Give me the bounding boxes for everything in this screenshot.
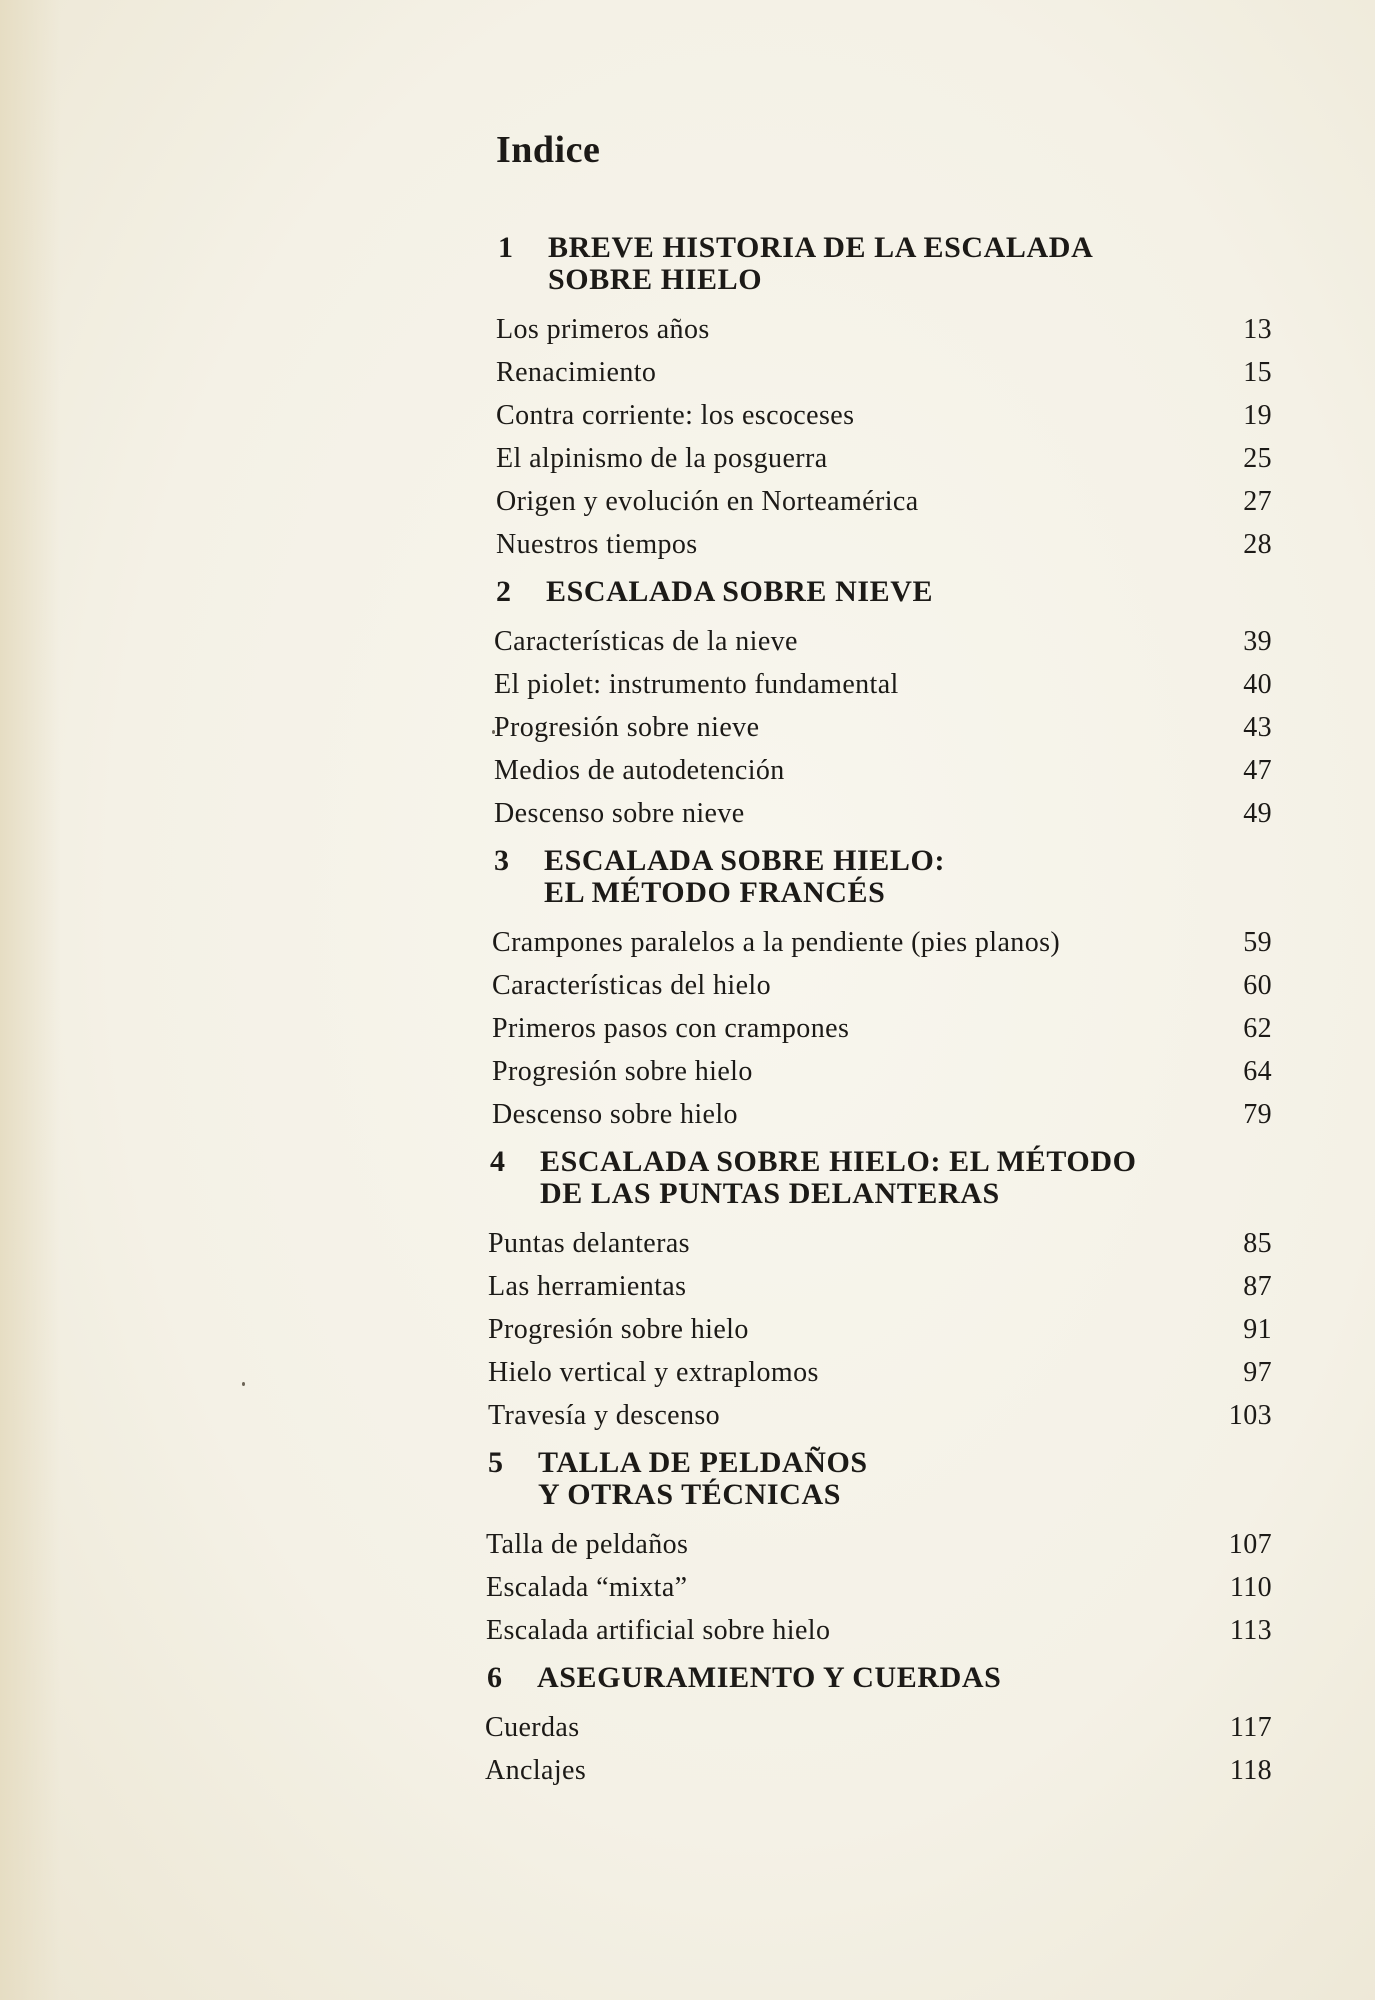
toc-entry <box>492 921 1272 964</box>
entry-page: 117 <box>1229 1712 1272 1743</box>
entry-page: 110 <box>1229 1572 1272 1603</box>
toc-entry <box>486 1523 1272 1566</box>
toc-entry <box>485 1706 1272 1749</box>
entry-label: Talla de peldaños <box>486 1529 689 1560</box>
entry-page: 107 <box>1228 1529 1272 1560</box>
chapter-heading <box>492 845 1272 909</box>
entry-label: Nuestros tiempos <box>496 529 698 560</box>
toc-entry <box>494 663 1272 706</box>
entry-page: 79 <box>1243 1099 1272 1130</box>
toc-entry <box>494 620 1272 663</box>
entry-page: 19 <box>1243 400 1272 431</box>
toc-entry <box>496 394 1272 437</box>
entry-page: 87 <box>1243 1271 1272 1302</box>
chapter-title: ESCALADA SOBRE HIELO: EL MÉTODO DE LAS PUNTAS DELANTERAS <box>540 1145 1137 1210</box>
entry-page: 103 <box>1228 1400 1272 1431</box>
chapter-number: 3 <box>494 844 510 877</box>
toc-entry <box>496 308 1272 351</box>
chapter-4 <box>488 1146 1272 1437</box>
entry-label: Travesía y descenso <box>488 1400 721 1431</box>
entry-label: Cuerdas <box>485 1712 580 1743</box>
chapter-heading <box>485 1662 1272 1694</box>
page-title: Indice <box>496 129 601 171</box>
entry-page: 118 <box>1229 1755 1272 1786</box>
entry-label: Características de la nieve <box>494 626 798 657</box>
entry-label: Los primeros años <box>496 314 710 345</box>
entry-page: 85 <box>1243 1228 1272 1259</box>
toc-entry <box>496 523 1272 566</box>
chapter-heading <box>488 1146 1272 1210</box>
toc-entry <box>488 1351 1272 1394</box>
entry-label: Puntas delanteras <box>488 1228 690 1259</box>
chapter-number: 6 <box>487 1661 503 1694</box>
chapter-title: BREVE HISTORIA DE LA ESCALADA SOBRE HIELO <box>548 231 1094 296</box>
toc-entry <box>494 792 1272 835</box>
toc-entry <box>494 706 1272 749</box>
entry-page: 13 <box>1243 314 1272 345</box>
toc-entry <box>494 749 1272 792</box>
toc-entry <box>492 964 1272 1007</box>
entry-page: 25 <box>1243 443 1272 474</box>
entry-page: 28 <box>1243 529 1272 560</box>
toc-entry <box>492 1007 1272 1050</box>
entry-page: 59 <box>1243 927 1272 958</box>
chapter-number: 4 <box>490 1145 506 1178</box>
chapter-3 <box>492 845 1272 1136</box>
entry-page: 40 <box>1243 669 1272 700</box>
entry-page: 64 <box>1243 1056 1272 1087</box>
toc-entry <box>486 1566 1272 1609</box>
toc-entry <box>488 1394 1272 1437</box>
entry-label: Descenso sobre hielo <box>492 1099 738 1130</box>
chapter-title: ASEGURAMIENTO Y CUERDAS <box>537 1661 1002 1694</box>
entry-label: Progresión sobre nieve <box>494 712 760 743</box>
chapter-1 <box>496 232 1272 566</box>
entry-page: 91 <box>1243 1314 1272 1345</box>
entry-label: Origen y evolución en Norteamérica <box>496 486 919 517</box>
chapter-heading <box>494 576 1272 608</box>
entry-label: El piolet: instrumento fundamental <box>494 669 899 700</box>
entry-label: Escalada artificial sobre hielo <box>486 1615 831 1646</box>
entry-label: Crampones paralelos a la pendiente (pies planos) <box>492 927 1061 958</box>
chapter-2 <box>494 576 1272 835</box>
toc-entry <box>488 1308 1272 1351</box>
entry-label: Características del hielo <box>492 970 771 1001</box>
chapter-title: TALLA DE PELDAÑOS Y OTRAS TÉCNICAS <box>538 1446 868 1511</box>
entry-label: Hielo vertical y extraplomos <box>488 1357 819 1388</box>
chapter-number: 5 <box>488 1446 504 1479</box>
entry-page: 43 <box>1243 712 1272 743</box>
paper-speck <box>242 1382 245 1386</box>
entry-label: Las herramientas <box>488 1271 687 1302</box>
chapter-6 <box>485 1662 1272 1792</box>
entry-label: El alpinismo de la posguerra <box>496 443 828 474</box>
entry-page: 62 <box>1243 1013 1272 1044</box>
toc-entry <box>492 1093 1272 1136</box>
chapter-number: 2 <box>496 575 512 608</box>
entry-page: 15 <box>1243 357 1272 388</box>
toc-entry <box>486 1609 1272 1652</box>
entry-page: 113 <box>1229 1615 1272 1646</box>
entry-page: 47 <box>1243 755 1272 786</box>
table-of-contents <box>485 128 1272 1802</box>
entry-page: 27 <box>1243 486 1272 517</box>
entry-label: Renacimiento <box>496 357 657 388</box>
toc-entry <box>496 480 1272 523</box>
entry-page: 60 <box>1243 970 1272 1001</box>
toc-entry <box>492 1050 1272 1093</box>
chapter-title: ESCALADA SOBRE NIEVE <box>546 575 934 608</box>
toc-entry <box>496 351 1272 394</box>
chapter-heading <box>496 232 1272 296</box>
toc-entry <box>488 1265 1272 1308</box>
toc-entry <box>485 1749 1272 1792</box>
entry-label: Escalada “mixta” <box>486 1572 688 1603</box>
chapter-number: 1 <box>498 231 514 264</box>
entry-label: Descenso sobre nieve <box>494 798 745 829</box>
toc-entry <box>488 1222 1272 1265</box>
entry-label: Medios de autodetención <box>494 755 785 786</box>
entry-label: Anclajes <box>485 1755 587 1786</box>
entry-page: 49 <box>1243 798 1272 829</box>
page-edge-shadow <box>0 0 60 2000</box>
entry-label: Progresión sobre hielo <box>492 1056 753 1087</box>
chapter-title: ESCALADA SOBRE HIELO: EL MÉTODO FRANCÉS <box>544 844 946 909</box>
chapter-5 <box>486 1447 1272 1652</box>
entry-label: Primeros pasos con crampones <box>492 1013 850 1044</box>
entry-label: Progresión sobre hielo <box>488 1314 749 1345</box>
chapter-heading <box>486 1447 1272 1511</box>
entry-page: 39 <box>1243 626 1272 657</box>
toc-entry <box>496 437 1272 480</box>
entry-page: 97 <box>1243 1357 1272 1388</box>
entry-label: Contra corriente: los escoceses <box>496 400 855 431</box>
